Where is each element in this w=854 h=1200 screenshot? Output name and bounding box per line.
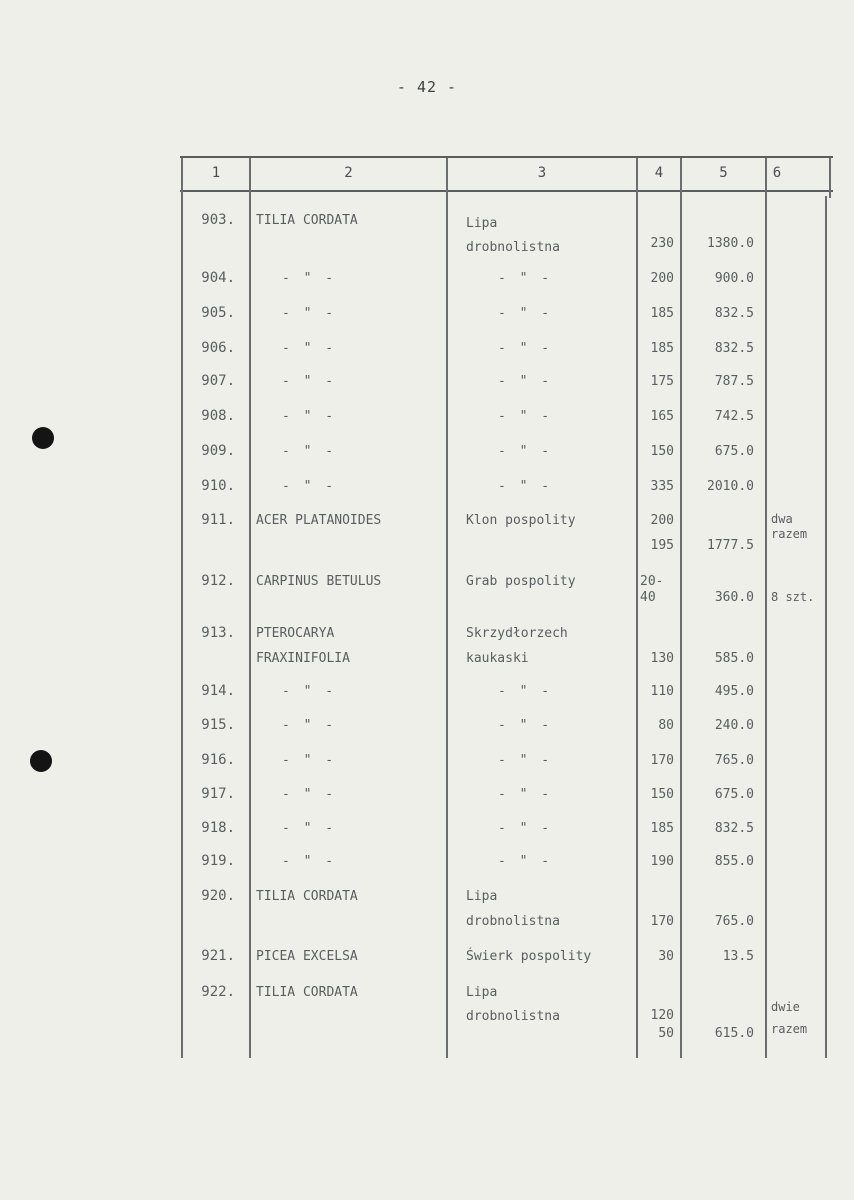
row-921-col4: 30 [658, 949, 674, 964]
row-922-col5: 615.0 [714, 1026, 754, 1041]
row-922-col4-b: 50 [658, 1026, 674, 1041]
row-909-col5: 675.0 [714, 444, 754, 459]
row-904-no: 904. [201, 270, 235, 286]
row-909-no: 909. [201, 443, 235, 459]
row-906-no: 906. [201, 340, 235, 356]
row-920-col4: 170 [650, 914, 674, 929]
table-header-rule [180, 190, 833, 192]
row-908-latin: - " - [282, 409, 337, 424]
row-915-polish: - " - [498, 718, 553, 733]
row-905-col5: 832.5 [714, 306, 754, 321]
row-903-latin: TILIA CORDATA [256, 213, 358, 228]
row-907-polish: - " - [498, 374, 553, 389]
row-911-latin: ACER PLATANOIDES [256, 513, 382, 528]
row-918-no: 918. [201, 820, 235, 836]
row-907-col5: 787.5 [714, 374, 754, 389]
row-919-polish: - " - [498, 854, 553, 869]
page-number: - 42 - [396, 78, 458, 96]
row-910-polish: - " - [498, 479, 553, 494]
row-911-col6-b: razem [771, 527, 808, 541]
row-903-col4: 230 [650, 236, 674, 251]
header-col-1: 1 [211, 165, 221, 181]
row-906-latin: - " - [282, 341, 337, 356]
row-916-polish: - " - [498, 753, 553, 768]
row-912-col4-b: 40 [640, 590, 656, 605]
row-911-no: 911. [201, 512, 235, 528]
row-910-no: 910. [201, 478, 235, 494]
row-906-col5: 832.5 [714, 341, 754, 356]
row-909-polish: - " - [498, 444, 553, 459]
header-col-4: 4 [654, 165, 664, 181]
table-top-rule [180, 156, 833, 158]
row-909-latin: - " - [282, 444, 337, 459]
row-921-col5: 13.5 [722, 949, 754, 964]
row-919-latin: - " - [282, 854, 337, 869]
row-912-col4-a: 20- [640, 574, 664, 589]
row-921-no: 921. [201, 948, 235, 964]
punch-hole-bottom [30, 750, 52, 772]
row-906-col4: 185 [650, 341, 674, 356]
row-913-no: 913. [201, 625, 235, 641]
row-907-latin: - " - [282, 374, 337, 389]
row-911-polish: Klon pospolity [466, 513, 576, 528]
row-918-latin: - " - [282, 821, 337, 836]
header-col-2: 2 [344, 165, 353, 181]
row-915-col4: 80 [658, 718, 674, 733]
row-903-col5: 1380.0 [707, 236, 754, 251]
row-907-no: 907. [201, 373, 235, 389]
row-920-col5: 765.0 [714, 914, 754, 929]
row-922-polish-b: drobnolistna [466, 1009, 560, 1024]
row-908-col5: 742.5 [714, 409, 754, 424]
row-918-col5: 832.5 [714, 821, 754, 836]
row-917-polish: - " - [498, 787, 553, 802]
row-917-latin: - " - [282, 787, 337, 802]
row-914-latin: - " - [282, 684, 337, 699]
row-912-col5: 360.0 [714, 590, 754, 605]
column-divider-1 [249, 158, 251, 1058]
row-913-col4: 130 [650, 651, 674, 666]
row-916-col5: 765.0 [714, 753, 754, 768]
row-903-no: 903. [201, 212, 235, 228]
row-913-latin-a: PTEROCARYA [256, 626, 335, 641]
row-904-col4: 200 [650, 271, 674, 286]
row-908-col4: 165 [650, 409, 674, 424]
column-divider-0 [181, 158, 183, 1058]
column-divider-6-lower [825, 196, 827, 1058]
header-col-5: 5 [719, 165, 728, 181]
row-904-latin: - " - [282, 271, 337, 286]
row-915-no: 915. [201, 717, 235, 733]
row-913-col5: 585.0 [714, 651, 754, 666]
row-918-col4: 185 [650, 821, 674, 836]
row-921-polish: Świerk pospolity [466, 949, 592, 964]
row-919-col5: 855.0 [714, 854, 754, 869]
row-920-no: 920. [201, 888, 235, 904]
row-912-latin: CARPINUS BETULUS [256, 574, 382, 589]
punch-hole-top [32, 427, 54, 449]
row-916-latin: - " - [282, 753, 337, 768]
row-922-no: 922. [201, 984, 235, 1000]
row-911-col4-a: 200 [650, 513, 674, 528]
row-908-polish: - " - [498, 409, 553, 424]
row-912-col6: 8 szt. [771, 590, 815, 604]
row-920-polish-a: Lipa [466, 889, 498, 904]
row-917-no: 917. [201, 786, 235, 802]
row-915-latin: - " - [282, 718, 337, 733]
header-col-3: 3 [537, 165, 547, 181]
row-911-col6-a: dwa [771, 512, 793, 526]
row-905-polish: - " - [498, 306, 553, 321]
row-914-polish: - " - [498, 684, 553, 699]
row-906-polish: - " - [498, 341, 553, 356]
row-913-polish-a: Skrzydłorzech [466, 626, 568, 641]
row-911-col4-b: 195 [650, 538, 674, 553]
row-916-col4: 170 [650, 753, 674, 768]
row-905-col4: 185 [650, 306, 674, 321]
row-922-latin: TILIA CORDATA [256, 985, 358, 1000]
row-913-latin-b: FRAXINIFOLIA [256, 651, 350, 666]
row-919-no: 919. [201, 853, 235, 869]
row-911-col5: 1777.5 [707, 538, 754, 553]
row-910-col4: 335 [650, 479, 674, 494]
row-910-col5: 2010.0 [707, 479, 754, 494]
row-905-latin: - " - [282, 306, 337, 321]
row-919-col4: 190 [650, 854, 674, 869]
row-917-col5: 675.0 [714, 787, 754, 802]
row-914-col5: 495.0 [714, 684, 754, 699]
row-904-polish: - " - [498, 271, 553, 286]
row-916-no: 916. [201, 752, 235, 768]
row-912-polish: Grab pospolity [466, 574, 576, 589]
row-917-col4: 150 [650, 787, 674, 802]
column-divider-5 [765, 158, 767, 1058]
column-divider-2 [446, 158, 448, 1058]
row-904-col5: 900.0 [714, 271, 754, 286]
row-921-latin: PICEA EXCELSA [256, 949, 358, 964]
column-divider-4 [680, 158, 682, 1058]
row-912-no: 912. [201, 573, 235, 589]
row-903-polish: Lipa drobnolistna [466, 216, 560, 255]
row-920-latin: TILIA CORDATA [256, 889, 358, 904]
row-913-polish-b: kaukaski [466, 651, 529, 666]
row-922-col4-a: 120 [650, 1008, 674, 1023]
row-910-latin: - " - [282, 479, 337, 494]
row-914-no: 914. [201, 683, 235, 699]
row-922-col6-a: dwie [771, 1000, 800, 1014]
row-907-col4: 175 [650, 374, 674, 389]
row-909-col4: 150 [650, 444, 674, 459]
row-905-no: 905. [201, 305, 235, 321]
row-918-polish: - " - [498, 821, 553, 836]
column-divider-6 [829, 158, 831, 198]
row-914-col4: 110 [650, 684, 674, 699]
row-922-col6-b: razem [771, 1022, 808, 1036]
row-908-no: 908. [201, 408, 235, 424]
row-920-polish-b: drobnolistna [466, 914, 560, 929]
header-col-6: 6 [772, 165, 782, 181]
row-915-col5: 240.0 [714, 718, 754, 733]
row-922-polish-a: Lipa [466, 985, 498, 1000]
